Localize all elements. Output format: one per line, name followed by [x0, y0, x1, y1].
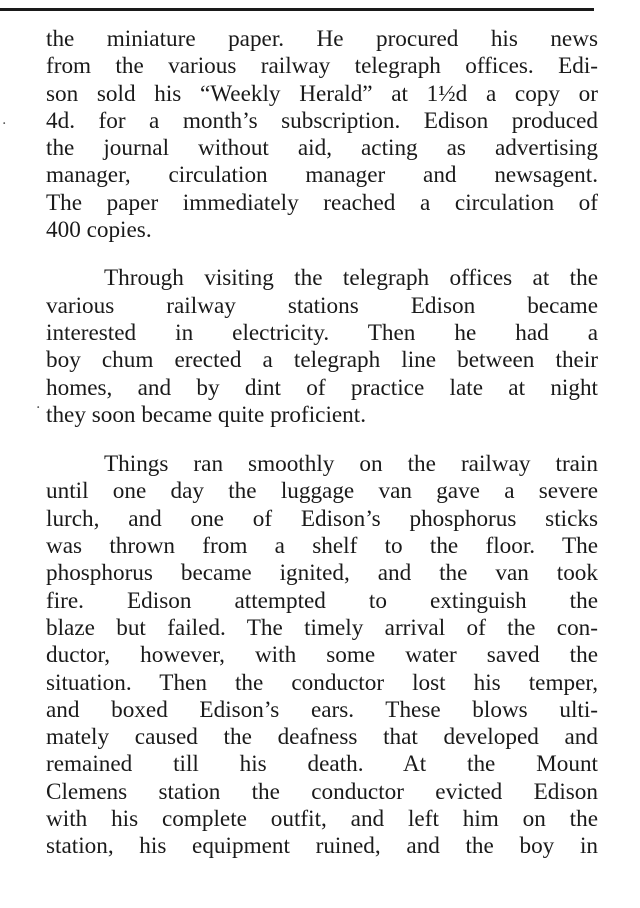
- text-line: fire. Edison attempted to extinguish the: [46, 587, 598, 614]
- text-line: boy chum erected a telegraph line between their: [46, 347, 598, 374]
- text-line: The paper immediately reached a circulation of: [46, 189, 598, 216]
- text-line: with his complete outfit, and left him on the: [46, 806, 598, 833]
- text-line: various railway stations Edison became: [46, 292, 598, 319]
- text-line: remained till his death. At the Mount: [46, 751, 598, 778]
- text-line: ductor, however, with some water saved the: [46, 642, 598, 669]
- text-line: the journal without aid, acting as advertising: [46, 135, 598, 162]
- text-line: manager, circulation manager and newsagent.: [46, 162, 598, 189]
- page-body: [46, 26, 598, 861]
- text-line: blaze but failed. The timely arrival of the con-: [46, 614, 598, 641]
- text-line: interested in electricity. Then he had a: [46, 319, 598, 346]
- text-line: phosphorus became ignited, and the van took: [46, 560, 598, 587]
- margin-mark: ·: [36, 400, 41, 416]
- text-line: was thrown from a shelf to the floor. The: [46, 533, 598, 560]
- text-line: Clemens station the conductor evicted Edison: [46, 778, 598, 805]
- text-line: son sold his “Weekly Herald” at 1½d a copy or: [46, 80, 598, 107]
- text-line: from the various railway telegraph offices. Edi-: [46, 53, 598, 80]
- text-line: 4d. for a month’s subscription. Edison produced: [46, 107, 598, 134]
- text-line: station, his equipment ruined, and the boy in: [46, 833, 598, 860]
- text-line: mately caused the deafness that developed and: [46, 724, 598, 751]
- text-line: 400 copies.: [46, 217, 152, 244]
- text-line: homes, and by dint of practice late at night: [46, 374, 598, 401]
- paragraph-2: [46, 265, 598, 429]
- text-line: Things ran smoothly on the railway train: [104, 451, 598, 478]
- text-line: they soon became quite proficient.: [46, 401, 367, 428]
- text-line: Through visiting the telegraph offices at the: [104, 265, 598, 292]
- paragraph-3: [46, 451, 598, 860]
- text-line: until one day the luggage van gave a severe: [46, 478, 598, 505]
- paragraph-1: [46, 26, 598, 244]
- text-line: situation. Then the conductor lost his temper,: [46, 669, 598, 696]
- text-line: the miniature paper. He procured his news: [46, 26, 598, 52]
- top-rule: [0, 8, 594, 11]
- text-line: lurch, and one of Edison’s phosphorus sticks: [46, 505, 598, 532]
- text-line: and boxed Edison’s ears. These blows ulti-: [46, 696, 598, 723]
- margin-mark: ·: [2, 116, 7, 132]
